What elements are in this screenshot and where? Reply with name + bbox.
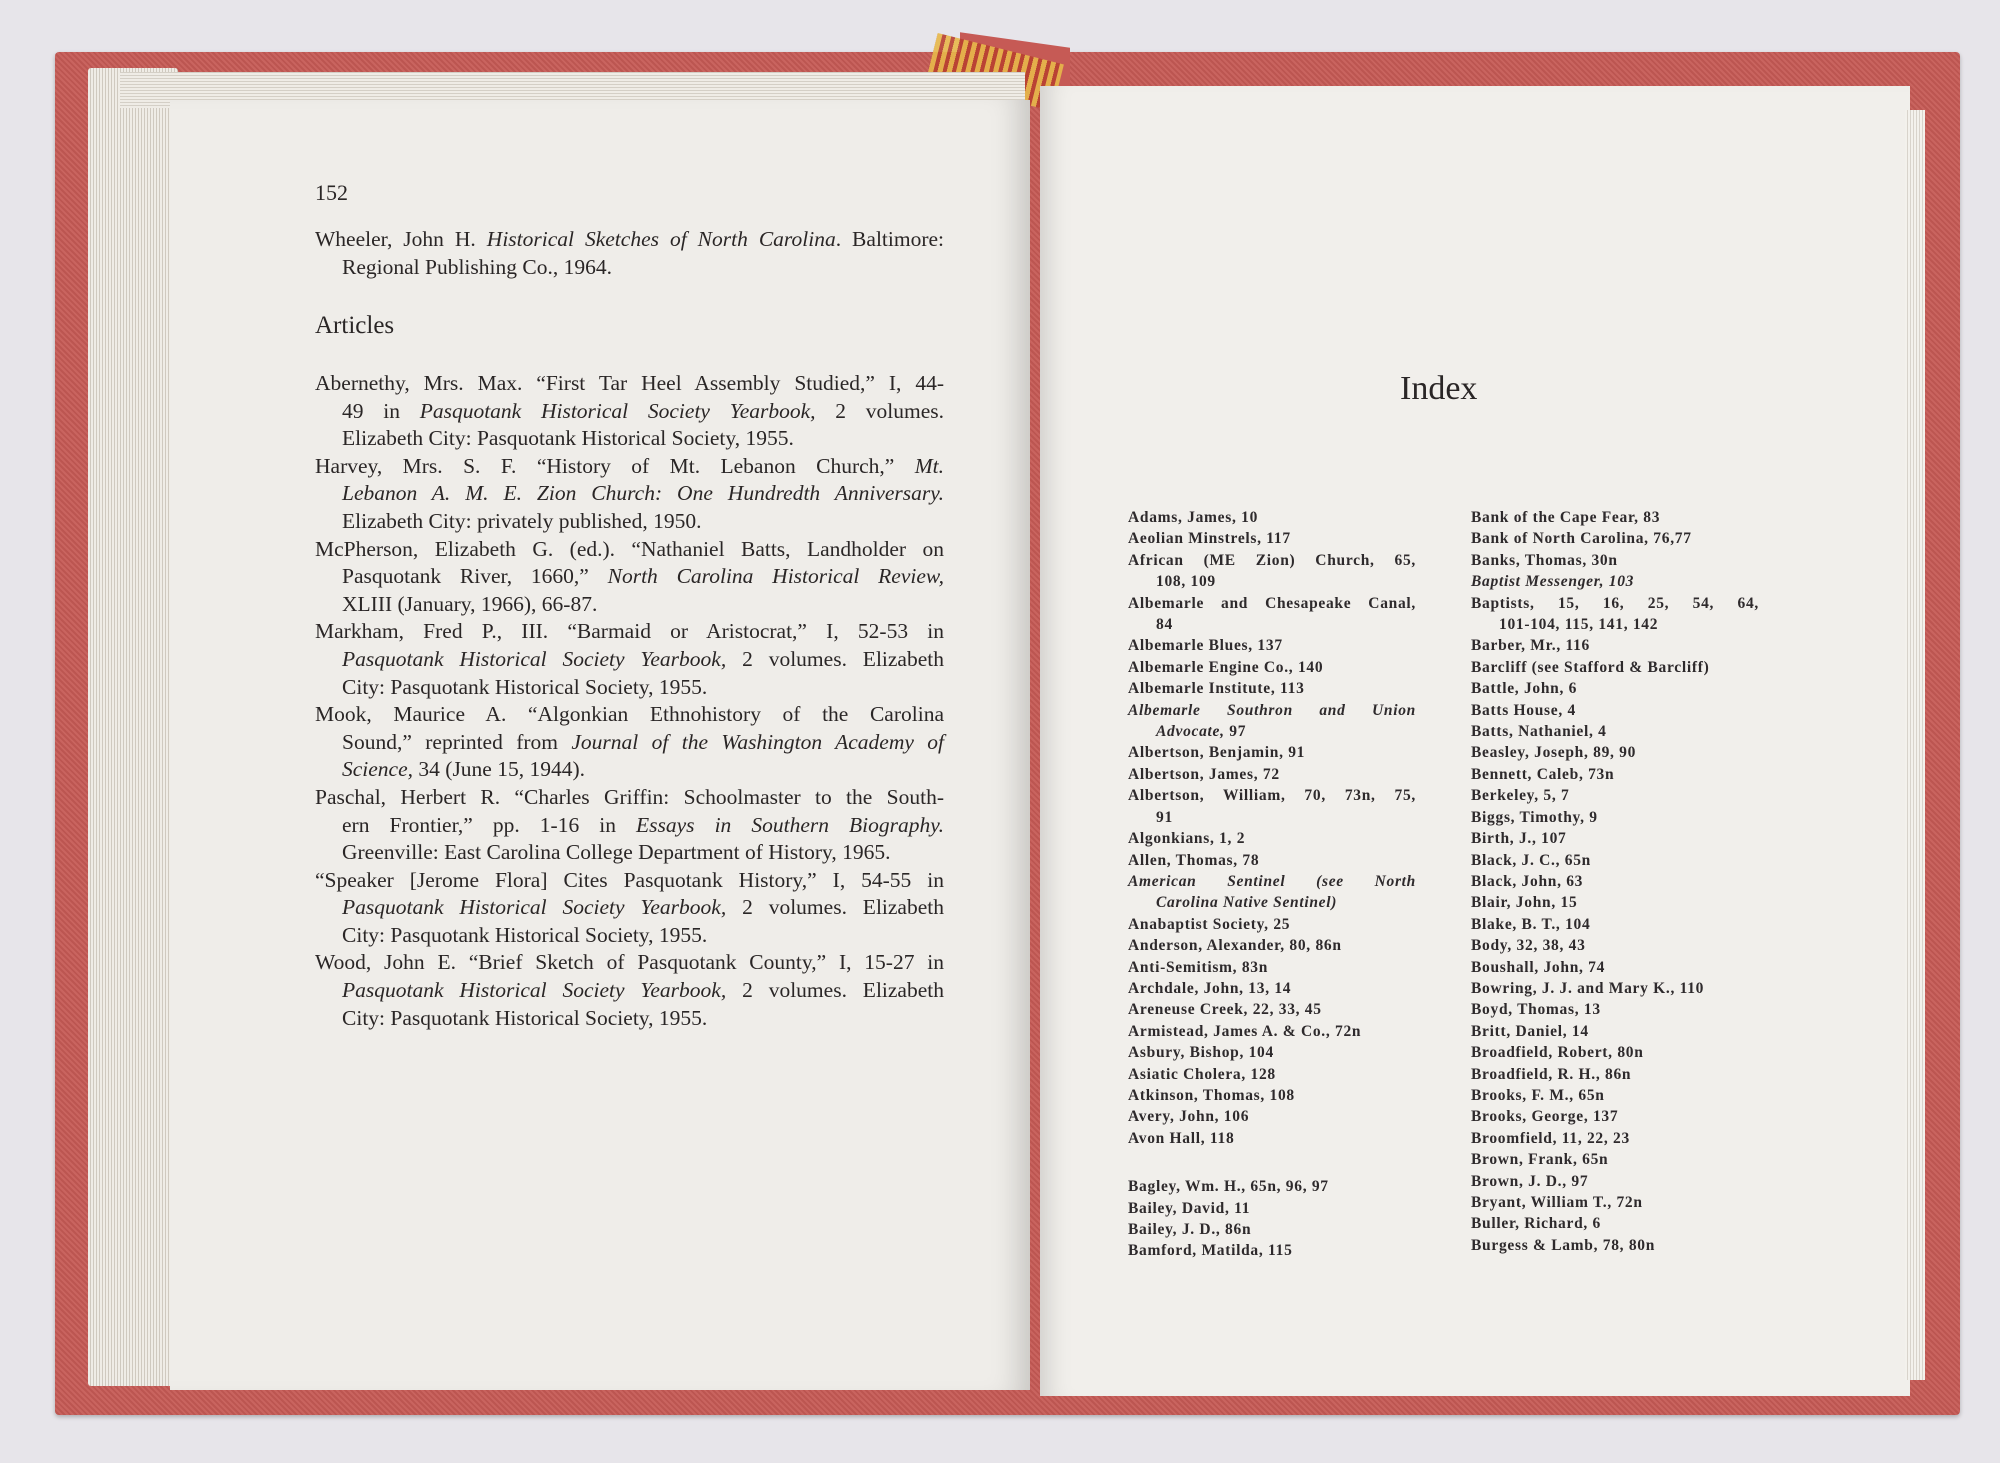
text-segment: Bailey, J. D., 86n [1128,1221,1252,1238]
italic-title: Albemarle Southron and Union [1128,701,1416,719]
entry [1471,914,1759,935]
entry-line [1128,1240,1416,1261]
entry-line [315,425,944,453]
entry-line [315,536,944,564]
entry-line [1128,528,1416,549]
entry-line [1471,1085,1759,1106]
entry-line [1471,571,1759,592]
entry [1128,1021,1416,1042]
entry-line [1128,721,1416,742]
entry-line [1471,550,1759,571]
text-segment: Avon Hall, 118 [1128,1129,1235,1147]
entry-line [315,949,944,977]
text-segment: Brown, Frank, 65n [1471,1151,1609,1169]
text-segment: 2 volumes. [815,398,944,423]
entry [1471,721,1759,742]
entry [1128,1240,1416,1261]
entry-line [315,591,944,619]
text-segment: Areneuse Creek, 22, 33, 45 [1128,1001,1322,1019]
entry-line [1471,1064,1759,1085]
italic-title: Advocate, [1156,723,1225,741]
entry-line [1128,1106,1416,1127]
italic-title: Pasquotank Historical Society Yearbook, [342,978,727,1003]
text-segment: Broadfield, Robert, 80n [1471,1044,1644,1062]
italic-title: Baptist Messenger, 103 [1471,573,1635,591]
entry [1471,1235,1759,1256]
italic-title: North Carolina Historical Review, [607,564,944,589]
entry-line [1471,957,1759,978]
text-segment: Avery, John, 106 [1128,1108,1250,1126]
entry [1128,550,1416,593]
entry-line [1471,635,1759,656]
entry-line [1128,764,1416,785]
entry [315,867,944,950]
entry-line [315,646,944,674]
entry-line [1471,657,1759,678]
entry [1128,764,1416,785]
italic-title: Pasquotank Historical Society Yearbook, [342,895,727,920]
entry-line [315,756,944,784]
entry [1128,742,1416,763]
entry-line [1128,550,1416,571]
text-segment: City: Pasquotank Historical Society, 1955. [342,922,708,947]
entry [1471,1021,1759,1042]
entry [1471,871,1759,892]
entry [1128,935,1416,956]
entry [1128,957,1416,978]
text-segment: Broomfield, 11, 22, 23 [1471,1129,1630,1147]
entry-line [1471,892,1759,913]
entry [1128,657,1416,678]
entry [1471,1171,1759,1192]
text-segment: Adams, James, 10 [1128,509,1259,526]
text-segment: Albemarle Engine Co., 140 [1128,658,1324,676]
text-segment: 97 [1224,723,1247,741]
text-segment: Bowring, J. J. and Mary K., 110 [1471,979,1705,997]
entry-line [1128,892,1416,913]
text-segment: 108, 109 [1156,573,1216,591]
spacer [1128,1149,1416,1176]
entry-line [1471,700,1759,721]
text-segment: Anderson, Alexander, 80, 86n [1128,937,1342,955]
text-segment: Albertson, Benjamin, 91 [1128,744,1306,762]
entry [1128,1042,1416,1063]
text-segment: Asbury, Bishop, 104 [1128,1044,1274,1062]
text-segment: Archdale, John, 13, 14 [1128,979,1292,997]
text-segment: Bailey, David, 11 [1128,1199,1251,1217]
entry-line [1128,807,1416,828]
entry [315,370,944,453]
entry-line [1471,850,1759,871]
text-segment: Battle, John, 6 [1471,680,1578,698]
entry-line [315,370,944,398]
text-segment: Algonkians, 1, 2 [1128,830,1246,848]
text-segment: Blake, B. T., 104 [1471,915,1591,933]
entry [1128,528,1416,549]
text-segment: Banks, Thomas, 30n [1471,551,1618,569]
entry-line [1128,935,1416,956]
entry-line [1471,871,1759,892]
entry-line [1128,957,1416,978]
entry [1128,828,1416,849]
entry-line [1128,871,1416,892]
text-segment: Boyd, Thomas, 13 [1471,1001,1601,1019]
text-segment: “Speaker [Jerome Flora] Cites Pasquotank History,” I, 54-55 in [315,867,944,892]
entry [1471,807,1759,828]
text-segment: McPherson, Elizabeth G. (ed.). “Nathaniel Batts, Landholder on [315,536,944,561]
entry [1471,978,1759,999]
text-segment: Harvey, Mrs. S. F. “History of Mt. Lebanon Church,” [315,453,915,478]
text-segment: XLIII (January, 1966), 66-87. [342,591,598,616]
entry [1471,1128,1759,1149]
entry [1128,999,1416,1020]
entry-line [1128,850,1416,871]
entry [1471,999,1759,1020]
entry [1471,892,1759,913]
entry [1128,700,1416,743]
entry [1471,657,1759,678]
entry [315,701,944,784]
text-segment: Elizabeth City: Pasquotank Historical Society, 1955. [342,426,794,451]
entry [1471,1042,1759,1063]
entry [1471,764,1759,785]
text-segment: 2 volumes. Elizabeth [726,895,944,920]
entry-line [1128,999,1416,1020]
bibliography-books-tail [315,226,944,281]
entry-line [315,812,944,840]
entry [1128,635,1416,656]
italic-title: Pasquotank Historical Society Yearbook, [419,398,816,423]
text-segment: Brooks, George, 137 [1471,1108,1619,1126]
text-segment: 34 (June 15, 1944). [413,757,586,782]
text-segment: African (ME Zion) Church, 65, [1128,551,1416,569]
entry-line [1128,635,1416,656]
text-segment: Brown, J. D., 97 [1471,1172,1589,1190]
entry [1471,1085,1759,1106]
text-segment: Bennett, Caleb, 73n [1471,765,1615,783]
text-segment: Barcliff (see Stafford & Barcliff) [1471,658,1710,676]
entry [1471,850,1759,871]
entry [1471,1149,1759,1170]
entry-line [1471,528,1759,549]
entry-line [315,254,944,282]
text-segment: Aeolian Minstrels, 117 [1128,530,1291,548]
text-segment: Buller, Richard, 6 [1471,1215,1602,1233]
text-segment: . Baltimore: [835,227,945,251]
entry-line [1471,807,1759,828]
text-segment: Blair, John, 15 [1471,894,1578,912]
section-heading: Articles [315,312,395,339]
entry-line [1128,1219,1416,1240]
text-segment: Albemarle Institute, 113 [1128,680,1305,698]
entry [1471,935,1759,956]
text-segment: Albemarle and Chesapeake Canal, [1128,594,1416,612]
text-segment: Burgess & Lamb, 78, 80n [1471,1236,1656,1254]
entry-line [1128,1064,1416,1085]
entry-line [1471,764,1759,785]
entry-line [1128,828,1416,849]
entry-line [1128,678,1416,699]
text-segment: Body, 32, 38, 43 [1471,937,1586,955]
text-segment: Wood, John E. “Brief Sketch of Pasquotank County,” I, 15-27 in [315,950,944,975]
entry-line [315,922,944,950]
entry-line [1471,1042,1759,1063]
entry-line [1471,1213,1759,1234]
italic-title: Pasquotank Historical Society Yearbook, [342,646,727,671]
entry [1128,1128,1416,1149]
entry [1471,678,1759,699]
entry [315,618,944,701]
entry [1471,1064,1759,1085]
entry [1471,507,1759,528]
entry-line [315,226,944,254]
entry [1471,571,1759,592]
text-segment: 49 in [342,398,420,423]
italic-title: Lebanon A. M. E. Zion Church: One Hundredth Anniversary. [342,481,944,506]
text-segment: Elizabeth City: privately published, 1950. [342,508,702,533]
entry-line [1471,785,1759,806]
text-segment: ern Frontier,” pp. 1-16 in [342,812,637,837]
entry-line [315,701,944,729]
text-segment: Batts, Nathaniel, 4 [1471,723,1607,741]
entry-line [1471,935,1759,956]
entry-line [1471,828,1759,849]
text-segment: Broadfield, R. H., 86n [1471,1065,1632,1083]
text-segment: Abernethy, Mrs. Max. “First Tar Heel Assembly Studied,” I, 44- [315,371,944,395]
entry [1128,1198,1416,1219]
entry [1128,593,1416,636]
text-segment: Baptists, 15, 16, 25, 54, 64, [1471,594,1759,612]
entry-line [1471,1171,1759,1192]
entry-line [1128,1021,1416,1042]
text-segment: Bagley, Wm. H., 65n, 96, 97 [1128,1178,1329,1196]
entry-line [315,839,944,867]
text-segment: Brooks, F. M., 65n [1471,1086,1605,1104]
entry [315,226,944,281]
text-segment: Armistead, James A. & Co., 72n [1128,1022,1362,1040]
entry-line [1128,1085,1416,1106]
italic-title: Science, [342,757,414,782]
italic-title: Historical Sketches of North Carolina [486,227,836,251]
text-segment: Atkinson, Thomas, 108 [1128,1086,1295,1104]
text-segment: Biggs, Timothy, 9 [1471,808,1598,826]
text-segment: Bamford, Matilda, 115 [1128,1242,1293,1260]
text-segment: City: Pasquotank Historical Society, 1955. [342,1005,708,1030]
entry-line [315,618,944,646]
entry [1471,1106,1759,1127]
entry [1128,1106,1416,1127]
entry-line [315,977,944,1005]
text-segment: Albemarle Blues, 137 [1128,637,1283,655]
text-segment: Bryant, William T., 72n [1471,1194,1643,1211]
text-segment: Birth, J., 107 [1471,830,1567,848]
entry-line [1128,785,1416,806]
entry-line [1128,1042,1416,1063]
entry-line [1471,978,1759,999]
entry [1471,957,1759,978]
entry-line [315,674,944,702]
entry-line [1128,978,1416,999]
text-segment: Greenville: East Carolina College Department of History, 1965. [342,840,891,865]
entry-line [315,563,944,591]
entry-line [1471,999,1759,1020]
entry [1128,507,1416,528]
entry-line [315,729,944,757]
entry [1471,742,1759,763]
entry-line [315,867,944,895]
entry [315,949,944,1032]
text-segment: Black, John, 63 [1471,872,1584,890]
entry [1128,914,1416,935]
entry-line [1471,742,1759,763]
entry-line [1471,1192,1759,1213]
page-edges-left [88,68,178,1386]
entry-line [1128,507,1416,528]
entry [1471,1192,1759,1213]
text-segment: Asiatic Cholera, 128 [1128,1065,1276,1083]
page-edges-right [1905,110,1925,1380]
text-segment: Pasquotank River, 1660,” [342,564,608,589]
entry-line [1471,1128,1759,1149]
entry-line [315,894,944,922]
entry [1471,1213,1759,1234]
entry-line [1471,593,1759,614]
text-segment: Britt, Daniel, 14 [1471,1022,1589,1040]
text-segment: Markham, Fred P., III. “Barmaid or Aristocrat,” I, 52-53 in [315,619,944,644]
entry-line [1128,1198,1416,1219]
text-segment: Wheeler, John H. [315,227,487,251]
text-segment: City: Pasquotank Historical Society, 1955. [342,674,708,699]
text-segment: 2 volumes. Elizabeth [726,646,944,671]
text-segment: Black, J. C., 65n [1471,851,1591,869]
entry-line [315,508,944,536]
text-segment: Barber, Mr., 116 [1471,637,1590,655]
entry-line [1471,914,1759,935]
index-column-a [1128,507,1416,1262]
italic-title: Journal of the Washington Academy of [571,729,944,754]
text-segment: Regional Publishing Co., 1964. [342,254,612,279]
entry [1128,1219,1416,1240]
entry [1128,871,1416,914]
italic-title: Mt. [914,453,944,478]
entry-line [1128,657,1416,678]
entry-line [1128,1176,1416,1197]
text-segment: Batts House, 4 [1471,701,1576,719]
entry-line [1128,593,1416,614]
entry-line [1471,1235,1759,1256]
entry [1128,978,1416,999]
text-segment: Anabaptist Society, 25 [1128,915,1291,933]
entry-line [315,480,944,508]
entry-line [1471,614,1759,635]
text-segment: Bank of the Cape Fear, 83 [1471,509,1661,526]
entry-line [315,453,944,481]
entry-line [1128,742,1416,763]
text-segment: Boushall, John, 74 [1471,958,1606,976]
entry [1471,593,1759,636]
text-segment: Sound,” reprinted from [342,729,572,754]
entry [1128,850,1416,871]
entry-line [1128,700,1416,721]
text-segment: Allen, Thomas, 78 [1128,851,1260,869]
index-title: Index [1400,370,1478,407]
entry-line [1128,614,1416,635]
entry-line [315,398,944,426]
entry [1471,635,1759,656]
text-segment: Beasley, Joseph, 89, 90 [1471,744,1637,762]
text-segment: 84 [1156,616,1173,634]
entry [1128,1085,1416,1106]
text-segment: Bank of North Carolina, 76,77 [1471,530,1692,548]
articles-list [315,370,944,1032]
entry [1128,785,1416,828]
entry [1128,1176,1416,1197]
text-segment: Berkeley, 5, 7 [1471,787,1570,805]
entry-line [1471,1106,1759,1127]
entry-line [315,784,944,812]
entry-line [1128,914,1416,935]
entry [315,536,944,619]
text-segment: Albertson, James, 72 [1128,765,1280,783]
italic-title: Essays in Southern Biography. [636,812,944,837]
entry-line [315,1005,944,1033]
entry [1471,528,1759,549]
entry [1471,700,1759,721]
entry-line [1471,721,1759,742]
entry [1128,678,1416,699]
entry [315,453,944,536]
text-segment: Mook, Maurice A. “Algonkian Ethnohistory of the Carolina [315,702,944,727]
entry [1128,1064,1416,1085]
text-segment: 91 [1156,808,1173,826]
index-column-b [1471,507,1759,1256]
italic-title: American Sentinel (see North [1128,872,1416,890]
entry-line [1471,1149,1759,1170]
entry-line [1128,1128,1416,1149]
entry-line [1128,571,1416,592]
text-segment: Paschal, Herbert R. “Charles Griffin: Schoolmaster to the South- [315,784,944,809]
page-number: 152 [315,180,348,205]
entry-line [1471,1021,1759,1042]
entry [1471,828,1759,849]
text-segment: Anti-Semitism, 83n [1128,958,1269,976]
entry-line [1471,507,1759,528]
entry [1471,550,1759,571]
italic-title: Carolina Native Sentinel) [1156,894,1338,912]
text-segment: Albertson, William, 70, 73n, 75, [1128,787,1416,805]
entry [1471,785,1759,806]
text-segment: 2 volumes. Elizabeth [726,978,944,1003]
text-segment: 101-104, 115, 141, 142 [1499,616,1659,634]
entry [315,784,944,867]
entry-line [1471,678,1759,699]
